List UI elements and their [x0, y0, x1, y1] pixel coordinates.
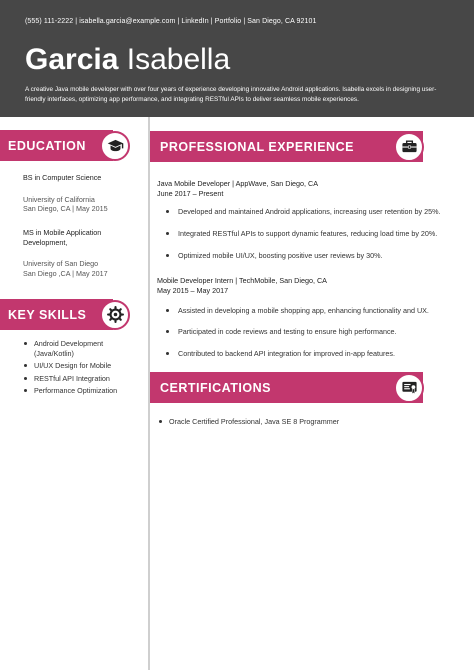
- list-item: UI/UX Design for Mobile: [34, 361, 124, 371]
- list-item: Assisted in developing a mobile shopping app, enhancing functionality and UX.: [178, 306, 429, 315]
- education-entry: [23, 228, 138, 278]
- candidate-name: [25, 43, 230, 77]
- skills-list: [34, 339, 124, 399]
- list-item: Integrated RESTful APIs to support dynamic features, reducing load time by 20%.: [178, 229, 438, 238]
- experience-heading: [150, 131, 423, 162]
- briefcase-icon: [394, 132, 424, 162]
- degree: BS in Computer Science: [23, 173, 102, 182]
- summary-text: A creative Java mobile developer with over four years of experience developing innovative Android applications. Isabella excels in designing user-friendly interfaces, optimizing app performance, and integrating RESTful APIs to deliver seamless mobile experiences.: [25, 86, 437, 103]
- contact-line: (555) 111-2222 | isabella.garcia@example.com | LinkedIn | Portfolio | San Diego, CA 92101: [25, 18, 317, 25]
- resume-header: [0, 0, 474, 117]
- list-item: Performance Optimization: [34, 386, 124, 396]
- job-header: [157, 179, 318, 198]
- job-dates: May 2015 – May 2017: [157, 285, 229, 295]
- certificate-icon: [394, 373, 424, 403]
- gear-icon: [100, 300, 130, 330]
- location-date: San Diego ,CA | May 2017: [23, 268, 108, 278]
- first-name: Garcia: [25, 43, 119, 76]
- list-item: Optimized mobile UI/UX, boosting positive user reviews by 30%.: [178, 251, 383, 260]
- school: University of California: [23, 194, 95, 204]
- education-heading: [0, 130, 113, 161]
- education-title: EDUCATION: [8, 138, 86, 153]
- list-item: Android Development (Java/Kotlin): [34, 339, 124, 358]
- location-date: San Diego, CA | May 2015: [23, 204, 108, 213]
- school: University of San Diego: [23, 259, 99, 268]
- certifications-title: CERTIFICATIONS: [160, 380, 271, 395]
- experience-title: PROFESSIONAL EXPERIENCE: [160, 139, 354, 154]
- job-title: Java Mobile Developer | AppWave, San Diego, CA: [157, 179, 319, 188]
- certification-item: Oracle Certified Professional, Java SE 8 Programmer: [169, 417, 340, 426]
- job-header: [157, 276, 327, 295]
- list-item: Participated in code reviews and testing to ensure high performance.: [178, 327, 397, 336]
- degree: MS in Mobile Application Development,: [23, 228, 102, 247]
- list-item: RESTful API Integration: [34, 374, 124, 384]
- last-name: Isabella: [126, 43, 231, 76]
- skills-title: KEY SKILLS: [8, 307, 87, 322]
- list-item: Developed and maintained Android applications, increasing user retention by 25%.: [178, 207, 441, 216]
- certifications-heading: [150, 372, 423, 403]
- job-dates: June 2017 – Present: [157, 188, 224, 198]
- job-title: Mobile Developer Intern | TechMobile, San Diego, CA: [157, 276, 327, 285]
- education-entry: [23, 173, 138, 214]
- list-item: Contributed to backend API integration for improved in-app features.: [178, 349, 395, 358]
- skills-heading: [0, 299, 113, 330]
- graduation-cap-icon: [100, 131, 130, 161]
